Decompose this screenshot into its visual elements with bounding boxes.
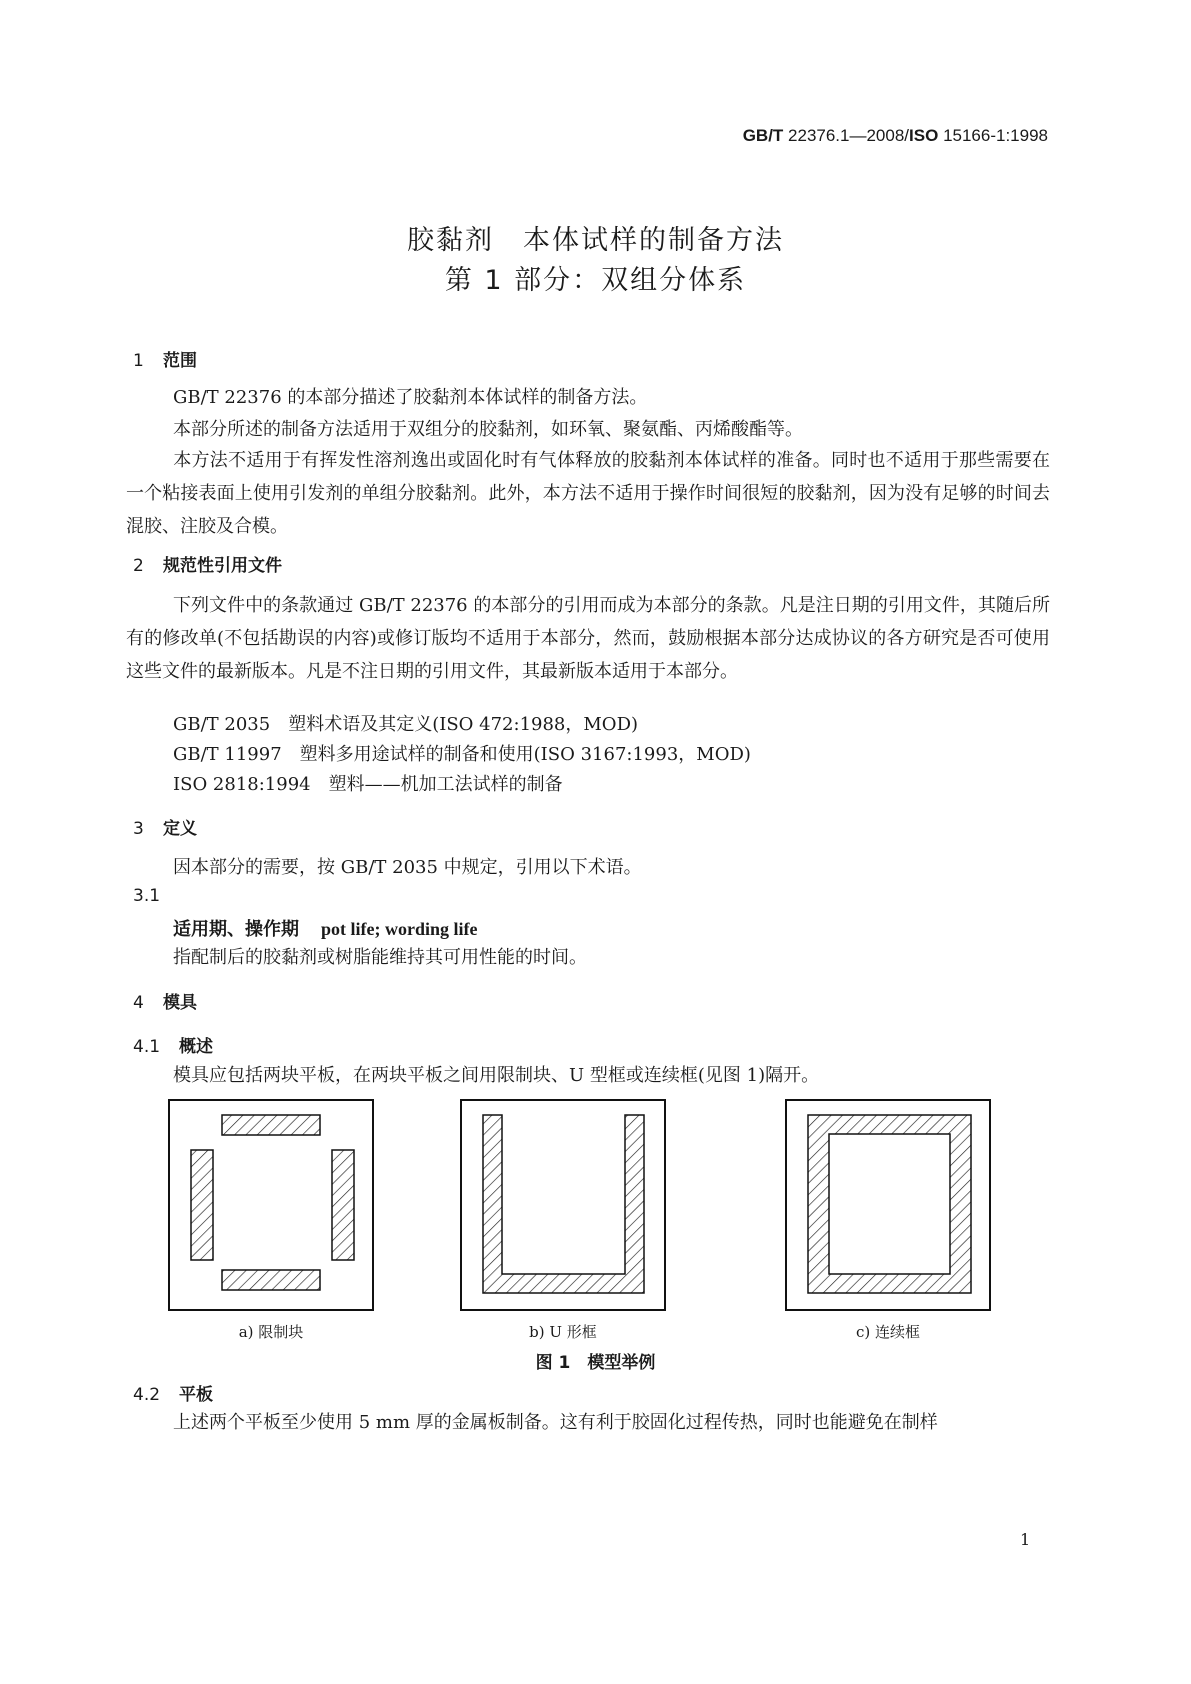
- figure-caption-b: b) U 形框: [529, 1323, 597, 1341]
- subsection-4-2-heading: 4.2 平板: [133, 1385, 213, 1405]
- subsection-3-1-number: 3.1: [133, 886, 161, 906]
- section-2-heading: 2 规范性引用文件: [133, 556, 282, 576]
- section-3-paragraph: 因本部分的需要，按 GB/T 2035 中规定，引用以下术语。: [173, 857, 642, 878]
- mold-limit-blocks: [169, 1100, 373, 1310]
- reference-item: GB/T 11997 塑料多用途试样的制备和使用(ISO 3167:1993，MOD): [173, 744, 751, 765]
- section-3-heading: 3 定义: [133, 819, 197, 839]
- reference-item: ISO 2818:1994 塑料——机加工法试样的制备: [173, 774, 563, 795]
- document-title-line1: 胶黏剂 本体试样的制备方法: [407, 225, 784, 256]
- subsection-4-1-heading: 4.1 概述: [133, 1037, 213, 1057]
- mold-continuous-frame: [786, 1100, 990, 1310]
- section-2-paragraph: 下列文件中的条款通过 GB/T 22376 的本部分的引用而成为本部分的条款。凡是注日期的引用文件，其随后所有的修改单(不包括勘误的内容)或修订版均不适用于本部分，然而，鼓励根据本部分达成协议的各方研究是否可使用这些文件的最新版本。凡是不注日期的引用文件，其最新版本适用于本部分。: [126, 595, 1050, 682]
- figure-1-diagram: [0, 1090, 1191, 1320]
- section-1-paragraph-2: 本部分所述的制备方法适用于双组分的胶黏剂，如环氧、聚氨酯、丙烯酸酯等。: [173, 419, 803, 440]
- document-title-line2: 第 1 部分：双组分体系: [444, 265, 747, 296]
- subsection-4-1-text: 模具应包括两块平板，在两块平板之间用限制块、U 型框或连续框(见图 1)隔开。: [173, 1065, 820, 1086]
- figure-caption-a: a) 限制块: [238, 1323, 304, 1341]
- reference-item: GB/T 2035 塑料术语及其定义(ISO 472:1988，MOD): [173, 714, 639, 735]
- subsection-4-2-text: 上述两个平板至少使用 5 mm 厚的金属板制备。这有利于胶固化过程传热，同时也能避免在制样: [173, 1412, 938, 1433]
- standard-code: GB/T 22376.1—2008/ISO 15166-1:1998: [742, 126, 1048, 145]
- term-entry: 适用期、操作期 pot life; wording life: [173, 919, 478, 940]
- term-definition: 指配制后的胶黏剂或树脂能维持其可用性能的时间。: [173, 947, 587, 968]
- page-number: 1: [1020, 1530, 1031, 1549]
- mold-u-frame: [461, 1100, 665, 1310]
- figure-1-title: 图 1 模型举例: [535, 1353, 656, 1373]
- section-4-heading: 4 模具: [133, 993, 197, 1013]
- figure-caption-c: c) 连续框: [855, 1323, 921, 1341]
- section-1-paragraph-3: 本方法不适用于有挥发性溶剂逸出或固化时有气体释放的胶黏剂本体试样的准备。同时也不适用于那些需要在一个粘接表面上使用引发剂的单组分胶黏剂。此外，本方法不适用于操作时间很短的胶黏剂，因为没有足够的时间去混胶、注胶及合模。: [126, 450, 1050, 537]
- section-1-heading: 1 范围: [133, 351, 197, 371]
- section-1-paragraph-1: GB/T 22376 的本部分描述了胶黏剂本体试样的制备方法。: [173, 387, 648, 408]
